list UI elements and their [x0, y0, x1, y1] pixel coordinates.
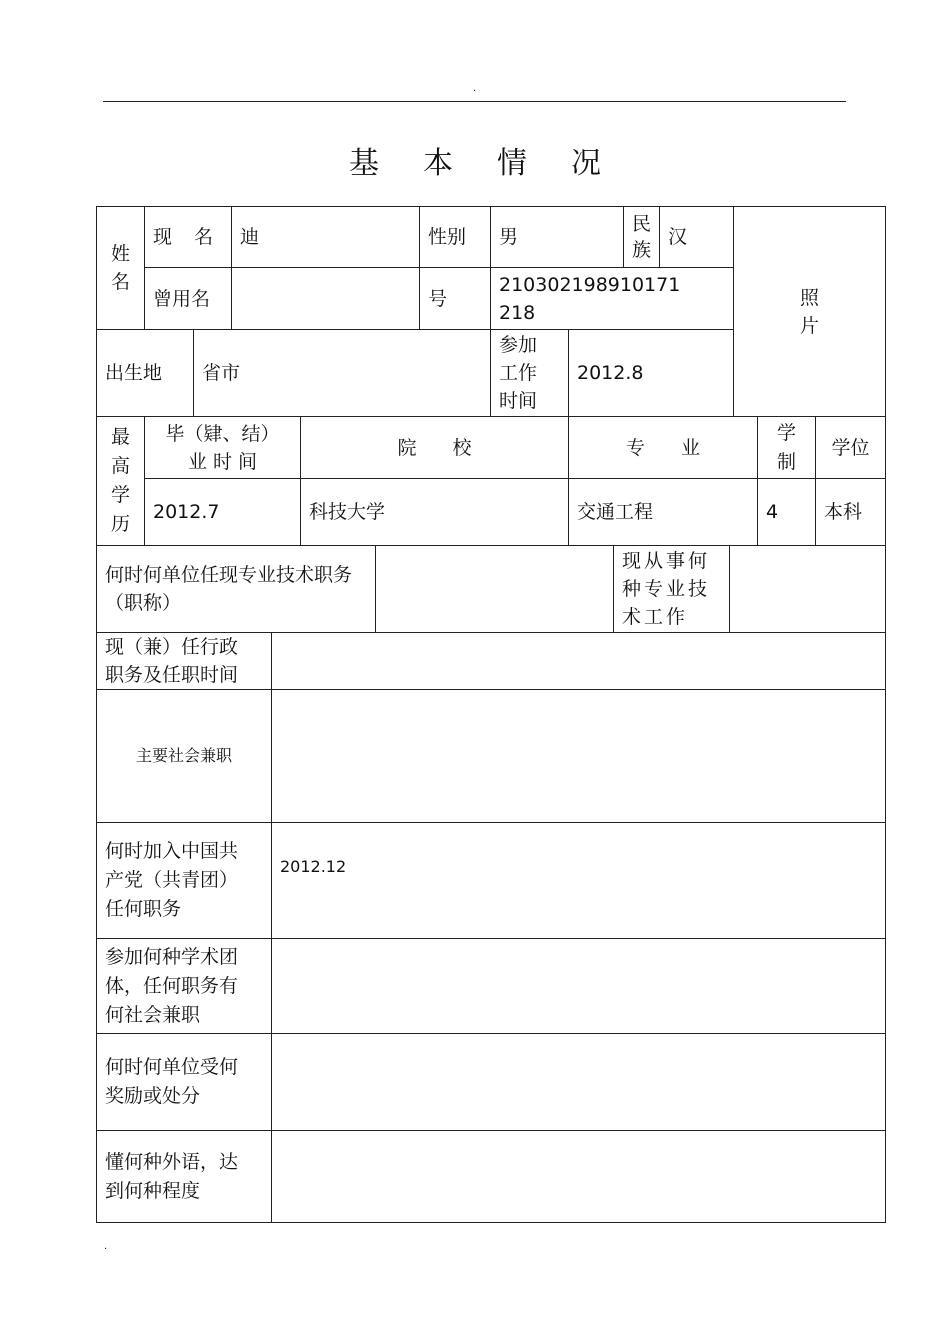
- current-work-label: 现从事何种专业技术工作: [613, 545, 730, 633]
- duration-label: 学制: [757, 416, 816, 479]
- former-name-field[interactable]: [231, 267, 420, 330]
- school-label: 院 校: [300, 416, 569, 479]
- major-label: 专 业: [568, 416, 758, 479]
- photo-box[interactable]: 照片: [733, 206, 886, 417]
- grad-time-field[interactable]: 2012.7: [144, 478, 301, 546]
- education-label: 最高学历: [96, 416, 145, 546]
- language-label: 懂何种外语，达到何种程度: [96, 1130, 272, 1223]
- page-title: 基本情况: [349, 146, 645, 181]
- current-work-field[interactable]: [729, 545, 886, 633]
- id-number-field[interactable]: 210302198910171218: [490, 267, 734, 330]
- admin-post-field[interactable]: [271, 632, 886, 690]
- social-post-field[interactable]: [271, 689, 886, 823]
- admin-post-label: 现（兼）任行政职务及任职时间: [96, 632, 272, 690]
- current-name-field[interactable]: 迪: [231, 206, 420, 268]
- title-time-label: 何时何单位任现专业技术职务（职称）: [96, 545, 376, 633]
- footer-dot: .: [104, 1241, 108, 1252]
- ethnicity-field[interactable]: 汉: [659, 206, 734, 268]
- school-field[interactable]: 科技大学: [300, 478, 569, 546]
- major-field[interactable]: 交通工程: [568, 478, 758, 546]
- party-label: 何时加入中国共产党（共青团）任何职务: [96, 822, 272, 939]
- awards-field[interactable]: [271, 1033, 886, 1131]
- party-field[interactable]: 2012.12: [271, 822, 886, 939]
- awards-label: 何时何单位受何奖励或处分: [96, 1033, 272, 1131]
- academic-label: 参加何种学术团体，任何职务有何社会兼职: [96, 938, 272, 1034]
- language-field[interactable]: [271, 1130, 886, 1223]
- work-start-field[interactable]: 2012.8: [568, 329, 734, 417]
- social-post-label: 主要社会兼职: [96, 689, 272, 823]
- gender-label: 性别: [419, 206, 491, 268]
- name-group-label: 姓名: [96, 206, 145, 330]
- academic-field[interactable]: [271, 938, 886, 1034]
- gender-field[interactable]: 男: [490, 206, 624, 268]
- ethnicity-label: 民族: [623, 206, 660, 268]
- degree-label: 学位: [815, 416, 886, 479]
- grad-time-label: 毕（肄、结）业 时 间: [144, 416, 301, 479]
- header-dot: .: [473, 83, 477, 94]
- title-time-field[interactable]: [375, 545, 614, 633]
- current-name-label: 现 名: [144, 206, 232, 268]
- work-start-label: 参加工作时间: [490, 329, 569, 417]
- former-name-label: 曾用名: [144, 267, 232, 330]
- birthplace-field[interactable]: 省市: [193, 329, 491, 417]
- birthplace-label: 出生地: [96, 329, 194, 417]
- degree-field[interactable]: 本科: [815, 478, 886, 546]
- duration-field[interactable]: 4: [757, 478, 816, 546]
- id-number-label: 号: [419, 267, 491, 330]
